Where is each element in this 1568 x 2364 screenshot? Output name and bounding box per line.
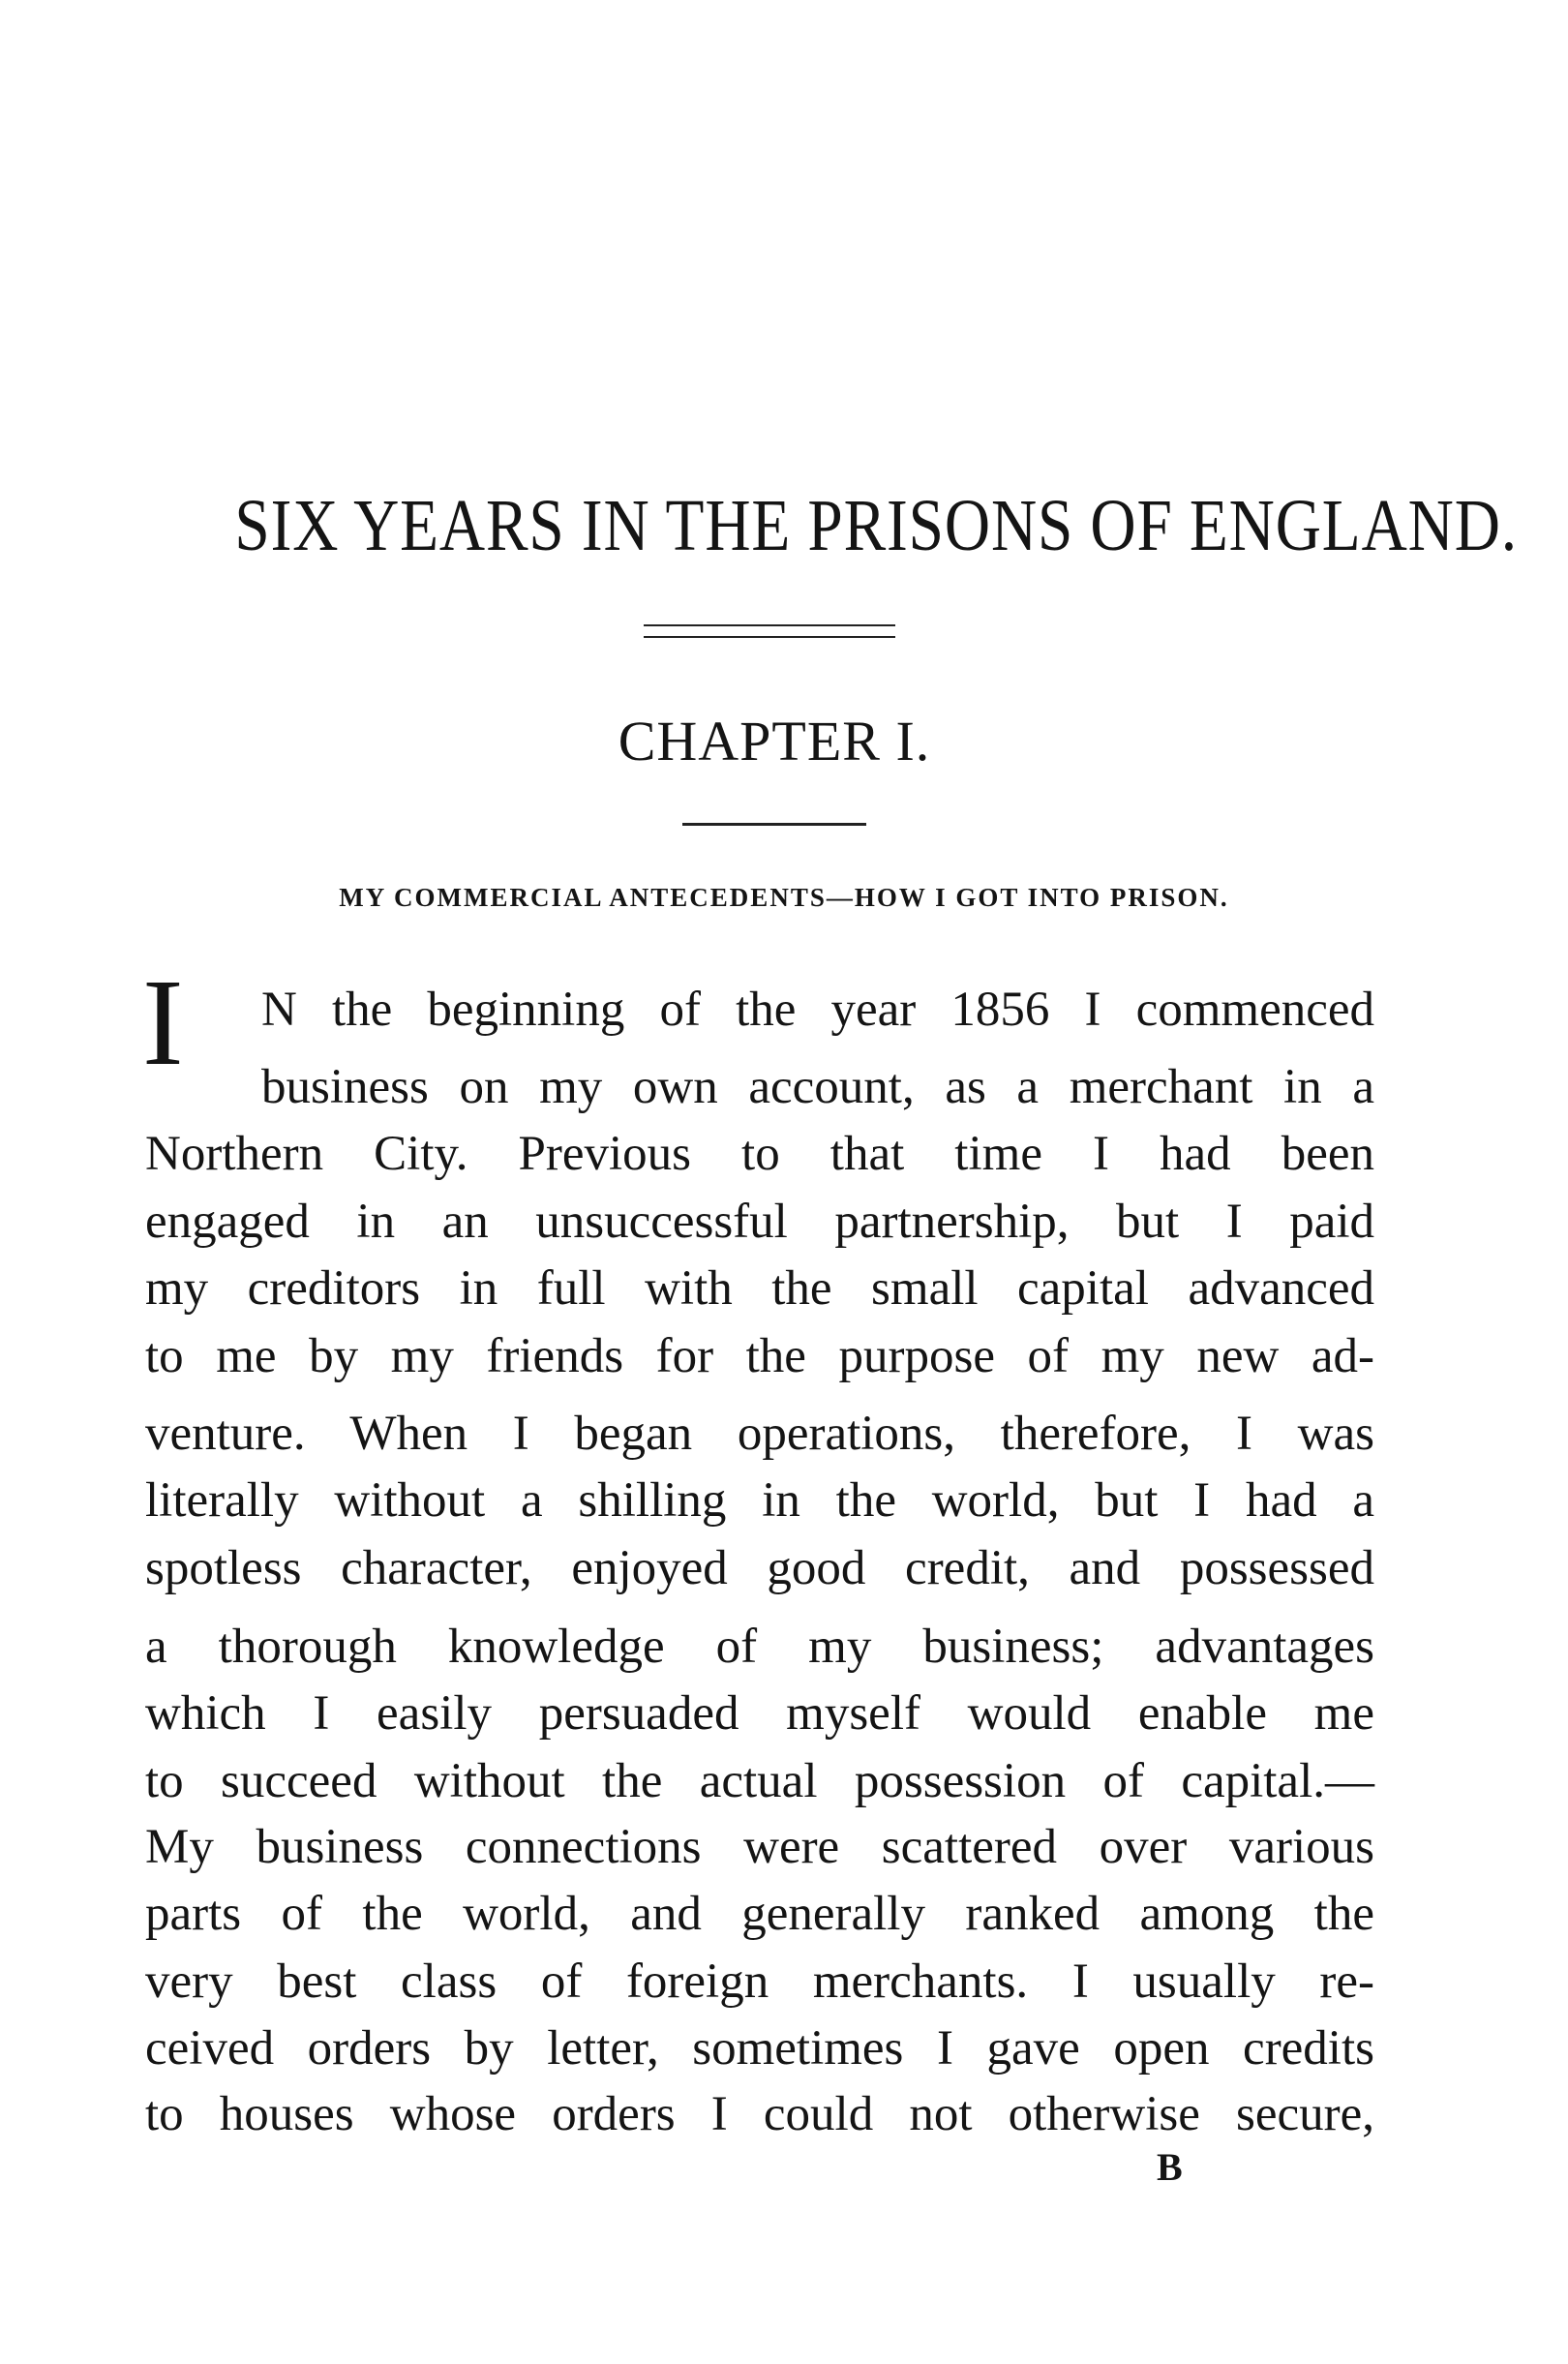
title-double-rule (644, 624, 895, 638)
text-line: engaged in an unsuccessful partnership, but I paid (145, 1195, 1374, 1249)
text-line: ceived orders by letter, sometimes I gave open credits (145, 2021, 1374, 2076)
text-line: to me by my friends for the purpose of my new ad- (145, 1329, 1374, 1383)
text-line: my creditors in full with the small capital advanced (145, 1261, 1374, 1316)
text-line: Northern City. Previous to that time I had been (145, 1127, 1374, 1181)
text-line: parts of the world, and generally ranked among the (145, 1887, 1374, 1941)
drop-cap: I (142, 954, 184, 1091)
text-line: a thorough knowledge of my business; advantages (145, 1620, 1374, 1674)
book-title: SIX YEARS IN THE PRISONS OF ENGLAND. (234, 485, 1518, 566)
text-line: literally without a shilling in the world, but I had a (145, 1473, 1374, 1528)
text-line: to succeed without the actual possession of capital.— (145, 1754, 1374, 1808)
text-line: spotless character, enjoyed good credit, and possessed (145, 1541, 1374, 1595)
text-line: to houses whose orders I could not otherwise secure, (145, 2087, 1374, 2141)
text-line: very best class of foreign merchants. I usually re- (145, 1955, 1374, 2009)
signature-mark: B (1157, 2145, 1183, 2189)
text-line: business on my own account, as a merchant in a (261, 1060, 1374, 1114)
text-line: N the beginning of the year 1856 I commenced (261, 983, 1374, 1037)
chapter-heading: CHAPTER I. (618, 710, 931, 773)
text-line: venture. When I began operations, therefore, I was (145, 1407, 1374, 1461)
chapter-rule (682, 823, 866, 826)
text-line: My business connections were scattered over various (145, 1820, 1374, 1874)
text-line: which I easily persuaded myself would enable me (145, 1686, 1374, 1741)
chapter-subtitle: MY COMMERCIAL ANTECEDENTS—HOW I GOT INTO PRISON. (339, 883, 1229, 912)
